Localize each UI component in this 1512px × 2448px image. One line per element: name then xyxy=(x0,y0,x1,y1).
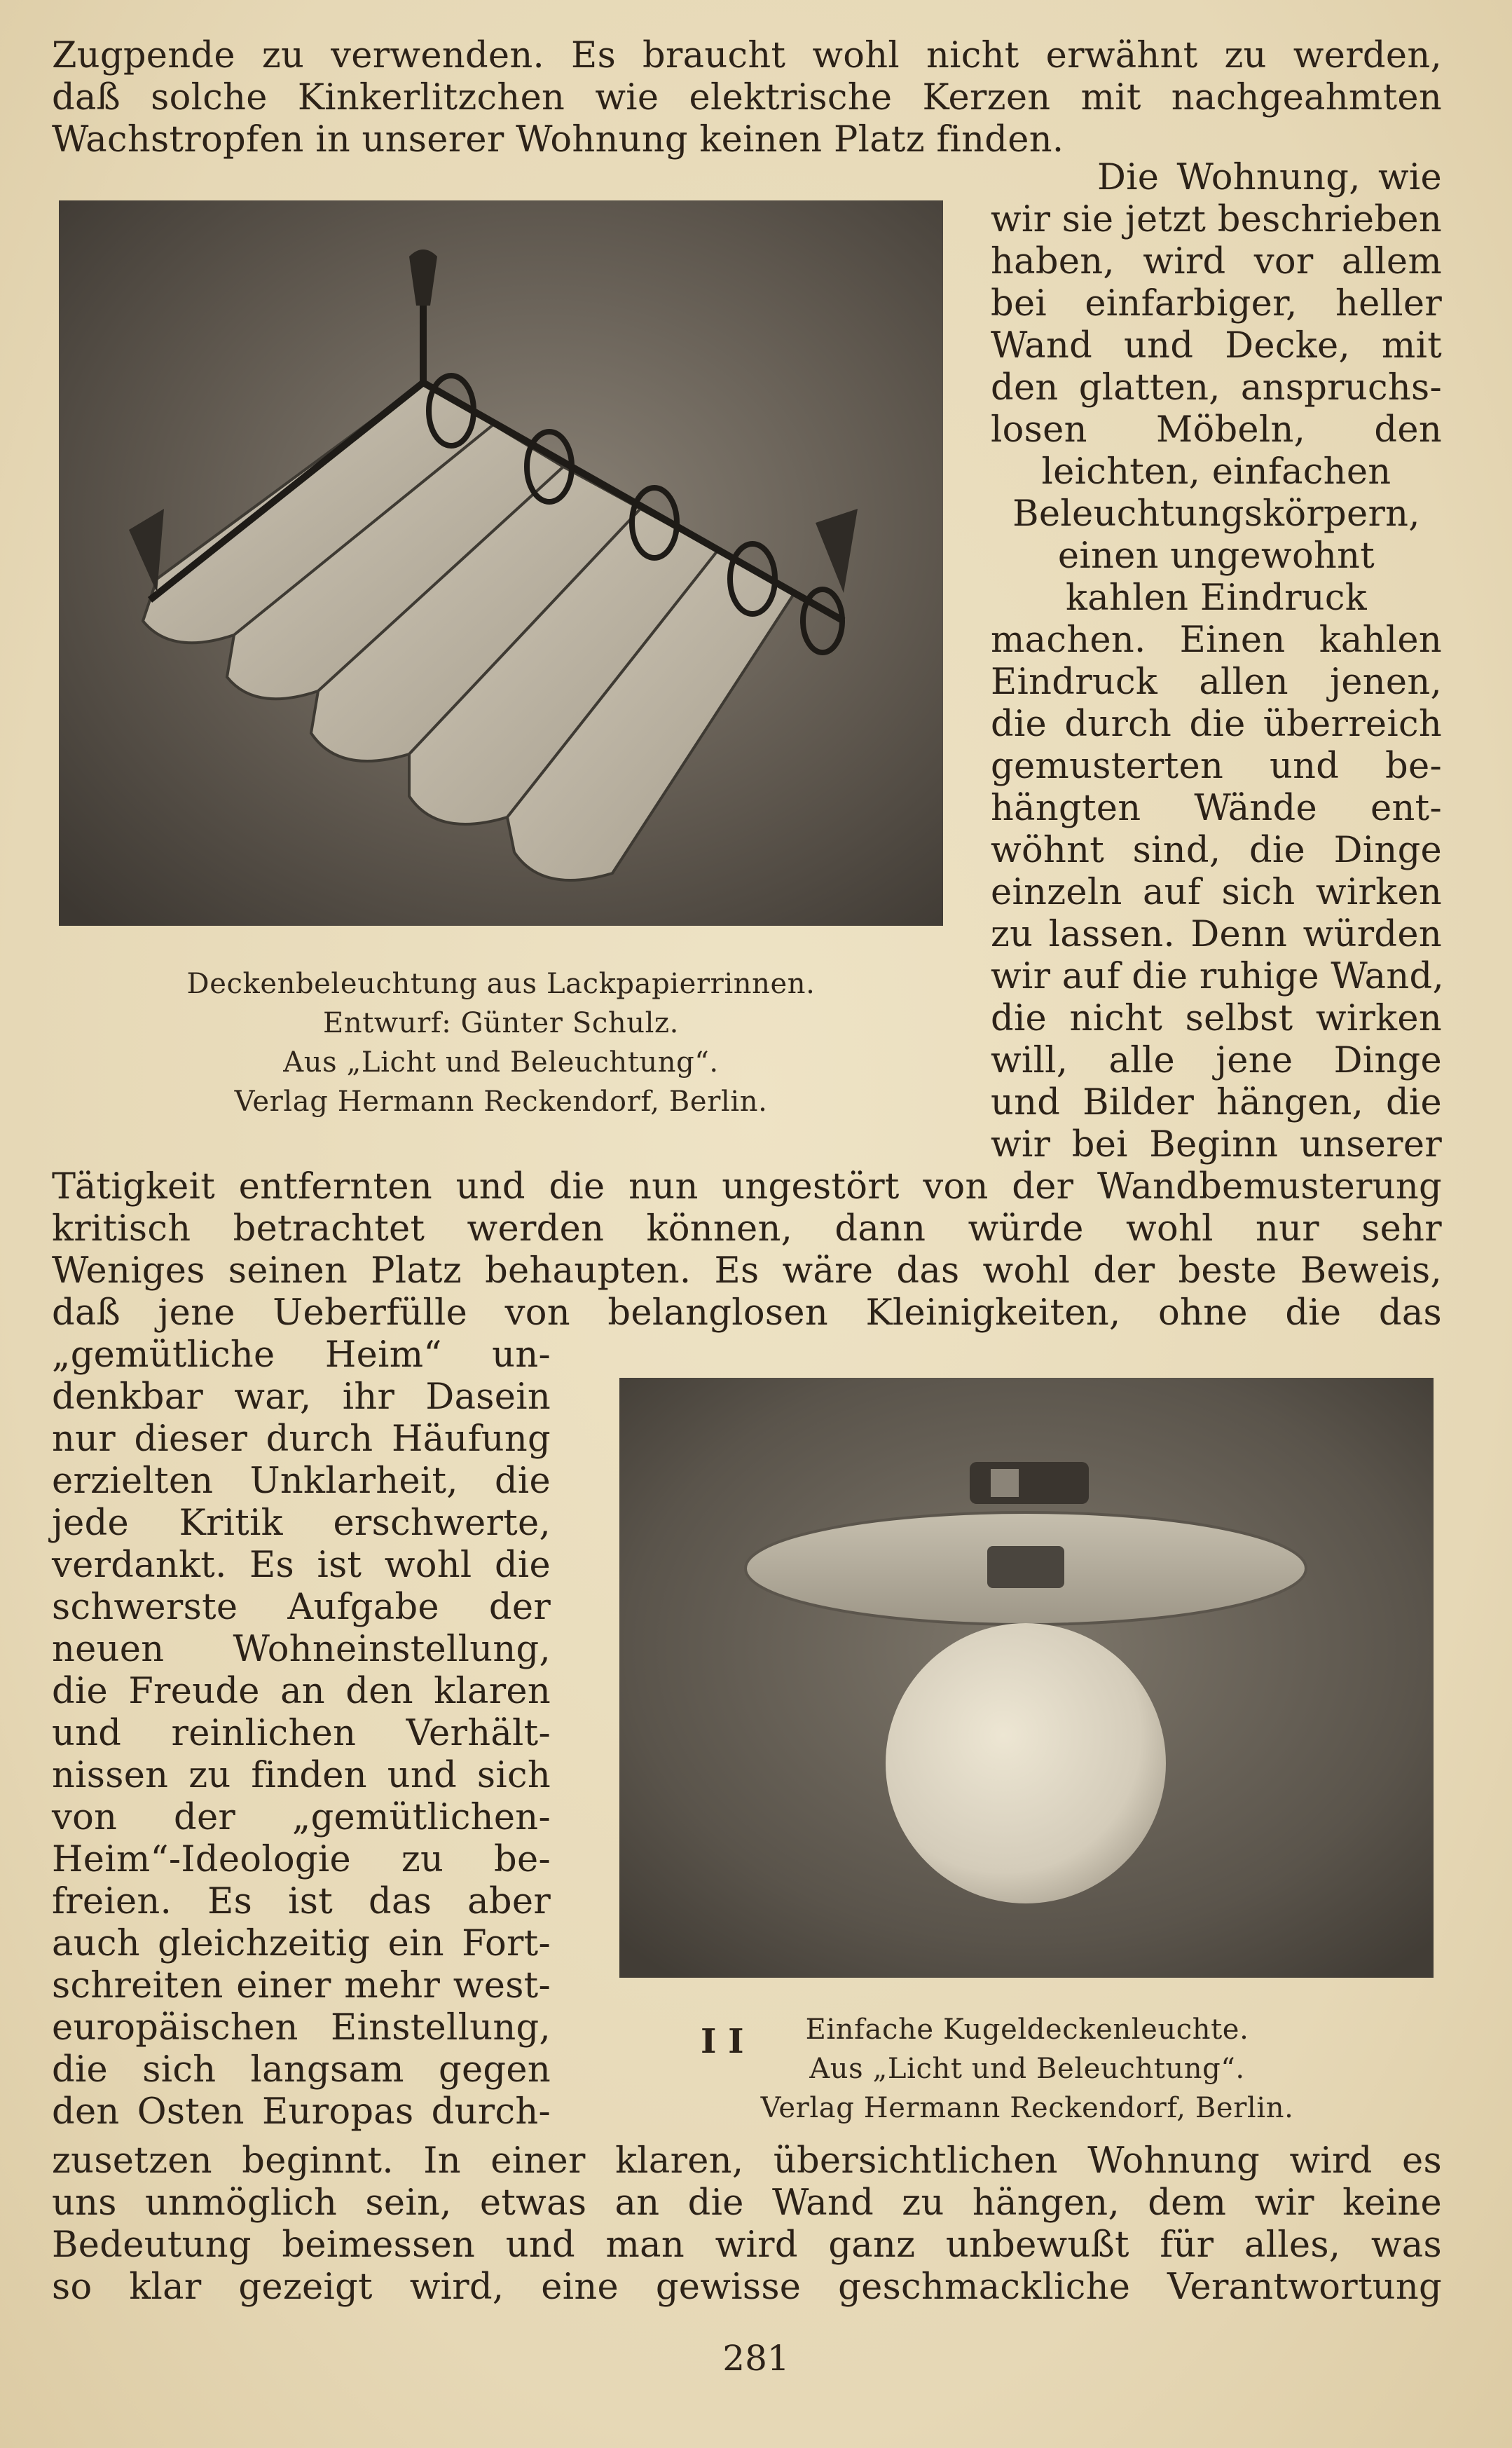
figure-caption-line: Entwurf: Günter Schulz. xyxy=(323,1007,679,1039)
text-line: wöhnt sind, die Dinge xyxy=(991,830,1442,871)
text-line: jede Kritik erschwerte, xyxy=(52,1503,551,1544)
text-line: Weniges seinen Platz behaupten. Es wäre das wohl der beste Beweis, xyxy=(52,1250,1442,1292)
text-line: freien. Es ist das aber xyxy=(52,1881,551,1922)
text-line: Wand und Decke, mit xyxy=(991,325,1442,367)
photo-image xyxy=(619,1378,1434,1978)
text-line: Tätigkeit entfernten und die nun ungestört von der Wandbemusterung xyxy=(52,1166,1442,1208)
figure-caption-line: Aus „Licht und Beleuchtung“. xyxy=(283,1046,719,1079)
text-line: schwerste Aufgabe der xyxy=(52,1587,551,1628)
text-line: den Osten Europas durch- xyxy=(52,2091,551,2133)
figure-mark: I I xyxy=(701,2022,744,2061)
text-line: verdankt. Es ist wohl die xyxy=(52,1545,551,1586)
text-line: daß solche Kinkerlitzchen wie elektrische Kerzen mit nachgeahmten xyxy=(52,77,1442,118)
figure-caption-line: Verlag Hermann Reckendorf, Berlin. xyxy=(760,2092,1294,2124)
text-line: schreiten einer mehr west- xyxy=(52,1965,551,2006)
figure-caption-line: Aus „Licht und Beleuchtung“. xyxy=(809,2053,1245,2085)
text-line: wir sie jetzt beschrieben xyxy=(991,199,1442,240)
text-line: losen Möbeln, den xyxy=(991,409,1442,451)
text-line: Eindruck allen jenen, xyxy=(991,662,1442,703)
text-line: einzeln auf sich wirken xyxy=(991,872,1442,913)
text-line: so klar gezeigt wird, eine gewisse geschmackliche Verantwortung xyxy=(52,2266,1442,2308)
text-line: leichten, einfachen xyxy=(1041,451,1391,493)
text-line: „gemütliche Heim“ un- xyxy=(52,1334,551,1376)
text-line: wir bei Beginn unserer xyxy=(991,1124,1442,1165)
text-line: und reinlichen Verhält- xyxy=(52,1713,551,1754)
text-line: zu lassen. Denn würden xyxy=(991,914,1442,955)
text-line: bei einfarbiger, heller xyxy=(991,283,1442,324)
text-line: uns unmöglich sein, etwas an die Wand zu hängen, dem wir keine xyxy=(52,2182,1442,2224)
photo-ball-ceiling-light xyxy=(619,1378,1434,1978)
text-line: die durch die überreich xyxy=(991,704,1442,745)
text-line: nur dieser durch Häufung xyxy=(52,1418,551,1460)
text-line: den glatten, anspruchs- xyxy=(991,367,1442,409)
text-line: die sich langsam gegen xyxy=(52,2049,551,2091)
text-line: Wachstropfen in unserer Wohnung keinen Platz finden. xyxy=(52,119,1064,160)
text-line: will, alle jene Dinge xyxy=(991,1040,1442,1081)
text-line: Beleuchtungskörpern, xyxy=(1012,493,1420,535)
text-line: hängten Wände ent- xyxy=(991,788,1442,829)
text-line: Die Wohnung, wie xyxy=(1097,157,1442,198)
text-line: Heim“-Ideologie zu be- xyxy=(52,1839,551,1880)
page-number: 281 xyxy=(722,2338,790,2379)
photo-lacquer-paper-ceiling-light xyxy=(59,200,943,926)
text-line: auch gleichzeitig ein Fort- xyxy=(52,1923,551,1964)
text-line: kahlen Eindruck xyxy=(1066,577,1367,619)
text-line: haben, wird vor allem xyxy=(991,241,1442,282)
text-line: zusetzen beginnt. In einer klaren, übersichtlichen Wohnung wird es xyxy=(52,2140,1442,2182)
text-line: wir auf die ruhige Wand, xyxy=(991,956,1444,997)
text-line: und Bilder hängen, die xyxy=(991,1082,1442,1123)
text-line: von der „gemütlichen- xyxy=(52,1797,551,1838)
text-line: denkbar war, ihr Dasein xyxy=(52,1376,551,1418)
text-line: erzielten Unklarheit, die xyxy=(52,1461,551,1502)
photo-image xyxy=(59,200,943,926)
text-line: machen. Einen kahlen xyxy=(991,620,1442,661)
text-line: gemusterten und be- xyxy=(991,746,1442,787)
text-line: nissen zu finden und sich xyxy=(52,1755,551,1796)
text-line: Zugpende zu verwenden. Es braucht wohl nicht erwähnt zu werden, xyxy=(52,35,1442,76)
figure-caption-line: Verlag Hermann Reckendorf, Berlin. xyxy=(234,1086,768,1118)
text-line: die nicht selbst wirken xyxy=(991,998,1442,1039)
text-line: neuen Wohneinstellung, xyxy=(52,1629,551,1670)
figure-caption-line: Einfache Kugeldeckenleuchte. xyxy=(805,2013,1249,2046)
text-line: kritisch betrachtet werden können, dann würde wohl nur sehr xyxy=(52,1208,1442,1250)
figure-caption-line: Deckenbeleuchtung aus Lackpapierrinnen. xyxy=(186,968,816,1000)
text-line: daß jene Ueberfülle von belanglosen Kleinigkeiten, ohne die das xyxy=(52,1292,1442,1334)
text-line: die Freude an den klaren xyxy=(52,1671,551,1712)
text-line: europäischen Einstellung, xyxy=(52,2007,551,2049)
text-line: Bedeutung beimessen und man wird ganz unbewußt für alles, was xyxy=(52,2224,1442,2266)
text-line: einen ungewohnt xyxy=(1057,535,1375,577)
